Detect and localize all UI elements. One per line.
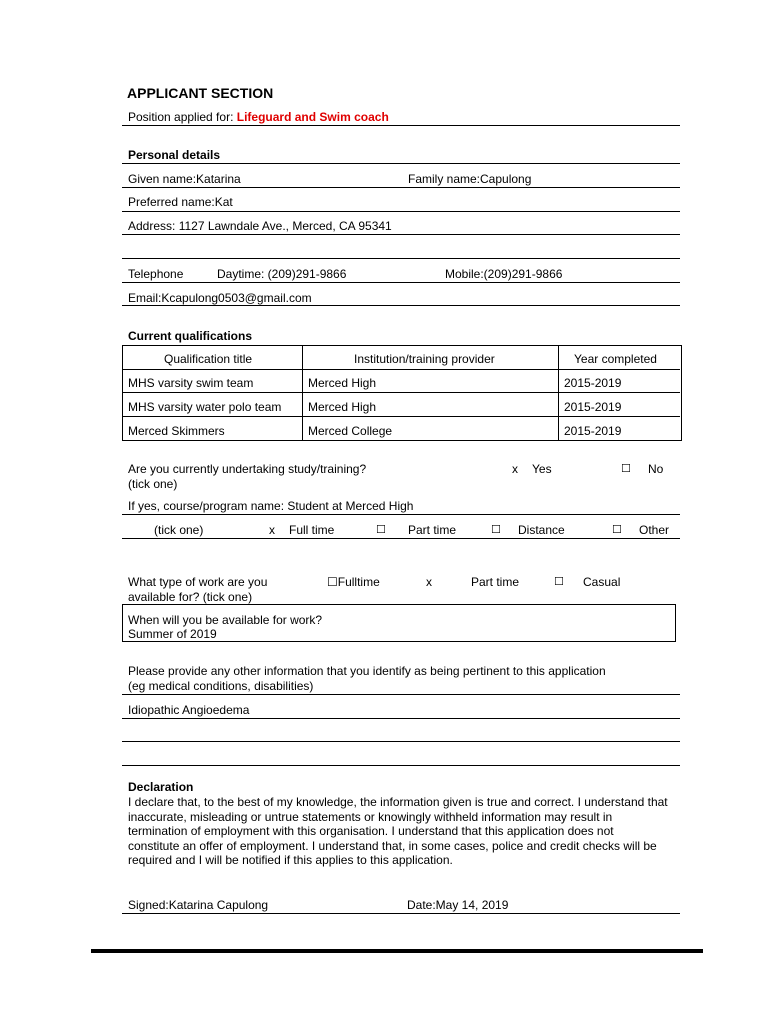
signed-field[interactable]: Signed:Katarina Capulong <box>128 898 269 912</box>
section-title: APPLICANT SECTION <box>127 85 274 101</box>
table-cell[interactable]: Merced High <box>308 376 377 390</box>
mode-tick-note: (tick one) <box>154 523 204 537</box>
divider <box>122 187 680 188</box>
study-question: Are you currently undertaking study/training? <box>128 462 367 476</box>
telephone-label: Telephone <box>128 267 184 281</box>
work-type-question: What type of work are you <box>128 575 268 589</box>
divider <box>122 765 680 766</box>
work-fulltime-checkbox[interactable]: ☐Fulltime <box>327 575 380 589</box>
divider <box>122 741 680 742</box>
mobile-phone-field[interactable]: Mobile:(209)291-9866 <box>445 267 563 281</box>
table-cell[interactable]: Merced High <box>308 400 377 414</box>
table-row-divider <box>122 392 680 393</box>
divider <box>122 305 680 306</box>
distance-label: Distance <box>518 523 565 537</box>
parttime-checkbox[interactable]: ☐ <box>376 523 386 536</box>
date-field[interactable]: Date:May 14, 2019 <box>407 898 509 912</box>
table-cell[interactable]: MHS varsity water polo team <box>128 400 282 414</box>
position-row <box>128 110 389 124</box>
work-parttime-label: Part time <box>471 575 520 589</box>
table-header-institution: Institution/training provider <box>354 352 495 366</box>
divider <box>122 234 680 235</box>
divider <box>122 163 680 164</box>
table-row-divider <box>122 416 680 417</box>
course-program-field[interactable]: If yes, course/program name: Student at Merced High <box>128 499 414 513</box>
divider <box>122 913 680 914</box>
divider <box>122 125 680 126</box>
table-row-divider <box>122 369 680 370</box>
parttime-label: Part time <box>408 523 457 537</box>
table-cell[interactable]: 2015-2019 <box>564 424 622 438</box>
position-label: Position applied for: <box>128 110 234 124</box>
daytime-phone-field[interactable]: Daytime: (209)291-9866 <box>217 267 347 281</box>
qualifications-heading: Current qualifications <box>128 329 253 343</box>
divider <box>122 258 680 259</box>
study-no-label: No <box>648 462 664 476</box>
table-cell[interactable]: 2015-2019 <box>564 400 622 414</box>
study-no-checkbox[interactable]: ☐ <box>621 462 631 475</box>
other-checkbox[interactable]: ☐ <box>612 523 622 536</box>
address-field[interactable]: Address: 1127 Lawndale Ave., Merced, CA 95341 <box>128 219 392 233</box>
divider <box>122 514 680 515</box>
work-parttime-mark[interactable]: x <box>426 575 432 589</box>
family-name-field[interactable]: Family name:Capulong <box>408 172 532 186</box>
declaration-text: I declare that, to the best of my knowledge, the information given is true and correct. I understand that inaccurate, misleading or untrue statements or knowingly withheld information may result in termination of employment with this organisation. I understand that this application does not constitute an offer of employment. I understand that, in some cases, police and credit checks will be required and I will be notified if this applies to this application. <box>128 795 668 868</box>
work-casual-label: Casual <box>583 575 621 589</box>
other-info-answer[interactable]: Idiopathic Angioedema <box>128 703 250 717</box>
work-type-question-line2: available for? (tick one) <box>128 590 253 604</box>
availability-answer[interactable]: Summer of 2019 <box>128 627 217 641</box>
email-field[interactable]: Email:Kcapulong0503@gmail.com <box>128 291 312 305</box>
availability-question: When will you be available for work? <box>128 613 323 627</box>
study-yes-mark[interactable]: x <box>512 462 518 476</box>
study-yes-label: Yes <box>532 462 552 476</box>
declaration-heading: Declaration <box>128 780 194 794</box>
preferred-name-field[interactable]: Preferred name:Kat <box>128 195 233 209</box>
personal-details-heading: Personal details <box>128 148 221 162</box>
fulltime-mark[interactable]: x <box>269 523 275 537</box>
page-bottom-rule <box>91 949 703 953</box>
table-cell[interactable]: Merced College <box>308 424 393 438</box>
divider <box>122 718 680 719</box>
table-cell[interactable]: MHS varsity swim team <box>128 376 254 390</box>
table-cell[interactable]: Merced Skimmers <box>128 424 225 438</box>
other-label: Other <box>639 523 670 537</box>
table-header-year: Year completed <box>574 352 657 366</box>
divider <box>122 211 680 212</box>
other-info-prompt-line2: (eg medical conditions, disabilities) <box>128 679 314 693</box>
position-value[interactable]: Lifeguard and Swim coach <box>236 110 389 124</box>
table-header-qualification: Qualification title <box>164 352 253 366</box>
divider <box>122 538 680 539</box>
distance-checkbox[interactable]: ☐ <box>491 523 501 536</box>
table-cell[interactable]: 2015-2019 <box>564 376 622 390</box>
other-info-prompt: Please provide any other information that you identify as being pertinent to this application <box>128 664 606 678</box>
study-tick-note: (tick one) <box>128 477 178 491</box>
divider <box>122 282 680 283</box>
given-name-field[interactable]: Given name:Katarina <box>128 172 241 186</box>
work-casual-checkbox[interactable]: ☐ <box>554 575 564 588</box>
fulltime-label: Full time <box>289 523 335 537</box>
divider <box>122 694 680 695</box>
